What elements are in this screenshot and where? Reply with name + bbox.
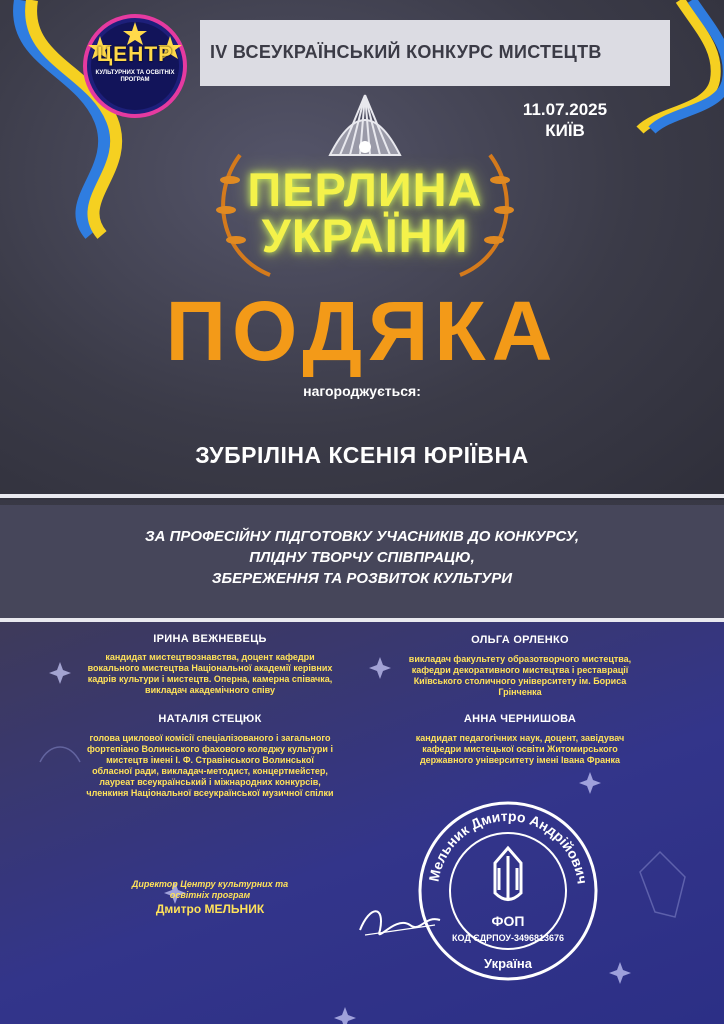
jury-name: ІРИНА ВЕЖНЕВЕЦЬ [153,633,267,645]
event-city: КИЇВ [545,121,585,140]
divider-top [0,494,724,498]
awarded-label: нагороджується: [303,383,421,399]
recipient-name: ЗУБРІЛІНА КСЕНІЯ ЮРІЇВНА [195,442,529,468]
contest-name-line2: УКРАЇНИ [261,209,469,262]
stamp-code: КОД ЄДРПОУ-3496813676 [452,933,564,943]
jury-name: НАТАЛІЯ СТЕЦЮК [158,713,262,725]
award-reason [70,526,654,589]
director-name: Дмитро МЕЛЬНИК [155,902,265,916]
reason-line: ПЛІДНУ ТВОРЧУ СПІВПРАЦЮ, [249,549,475,566]
reason-line: ЗА ПРОФЕСІЙНУ ПІДГОТОВКУ УЧАСНИКІВ ДО КОНКУРСУ, [145,528,579,545]
jury-name: АННА ЧЕРНИШОВА [463,713,577,725]
certificate-title: ПОДЯКА [165,284,559,378]
jury-name: ОЛЬГА ОРЛЕНКО [471,634,569,646]
event-date: 11.07.2025 [522,100,608,119]
stamp-label: ФОП [491,913,525,929]
contest-title: IV ВСЕУКРАЇНСЬКИЙ КОНКУРС МИСТЕЦТВ [210,42,602,62]
director-role: Директор Центру культурних та освітніх програм [131,879,289,900]
jury-description: кандидат педагогічних наук, доцент, завідувач кафедри мистецької освіти Житомирського державного університету імені Івана Франка [415,733,625,765]
reason-line: ЗБЕРЕЖЕННЯ ТА РОЗВИТОК КУЛЬТУРИ [211,570,513,587]
logo-subtitle: КУЛЬТУРНИХ ТА ОСВІТНІХ ПРОГРАМ [95,70,175,83]
stamp-country: Україна [483,956,533,971]
stamp-ring-text: Мельник Дмитро Андрійович [425,807,591,885]
contest-name-line1: ПЕРЛИНА [247,163,483,216]
jury-description: викладач факультету образотворчого мистецтва, кафедри декоративного мистецтва і реставрації Київського столичного університету ім. Бориса Грінченка [408,654,632,697]
official-stamp [415,798,601,984]
jury-description: голова циклової комісії спеціалізованого і загального фортепіано Волинського фахового коледжу культури і мистецтв імені І. Ф. Стравінського Волинської обласної ради, викладач-методист, концертмейстер, лауреат всеукраїнський і міжнародних конкурсів, членкиня Національної всеукраїнської музичної спілки [86,733,334,798]
logo-word: ЦЕНТР [96,43,174,66]
jury-description: кандидат мистецтвознавства, доцент кафедри вокального мистецтва Національної академії керівних кадрів культури і мистецтв. Оперна, камерна співачка, викладач академічного співу [87,652,333,695]
